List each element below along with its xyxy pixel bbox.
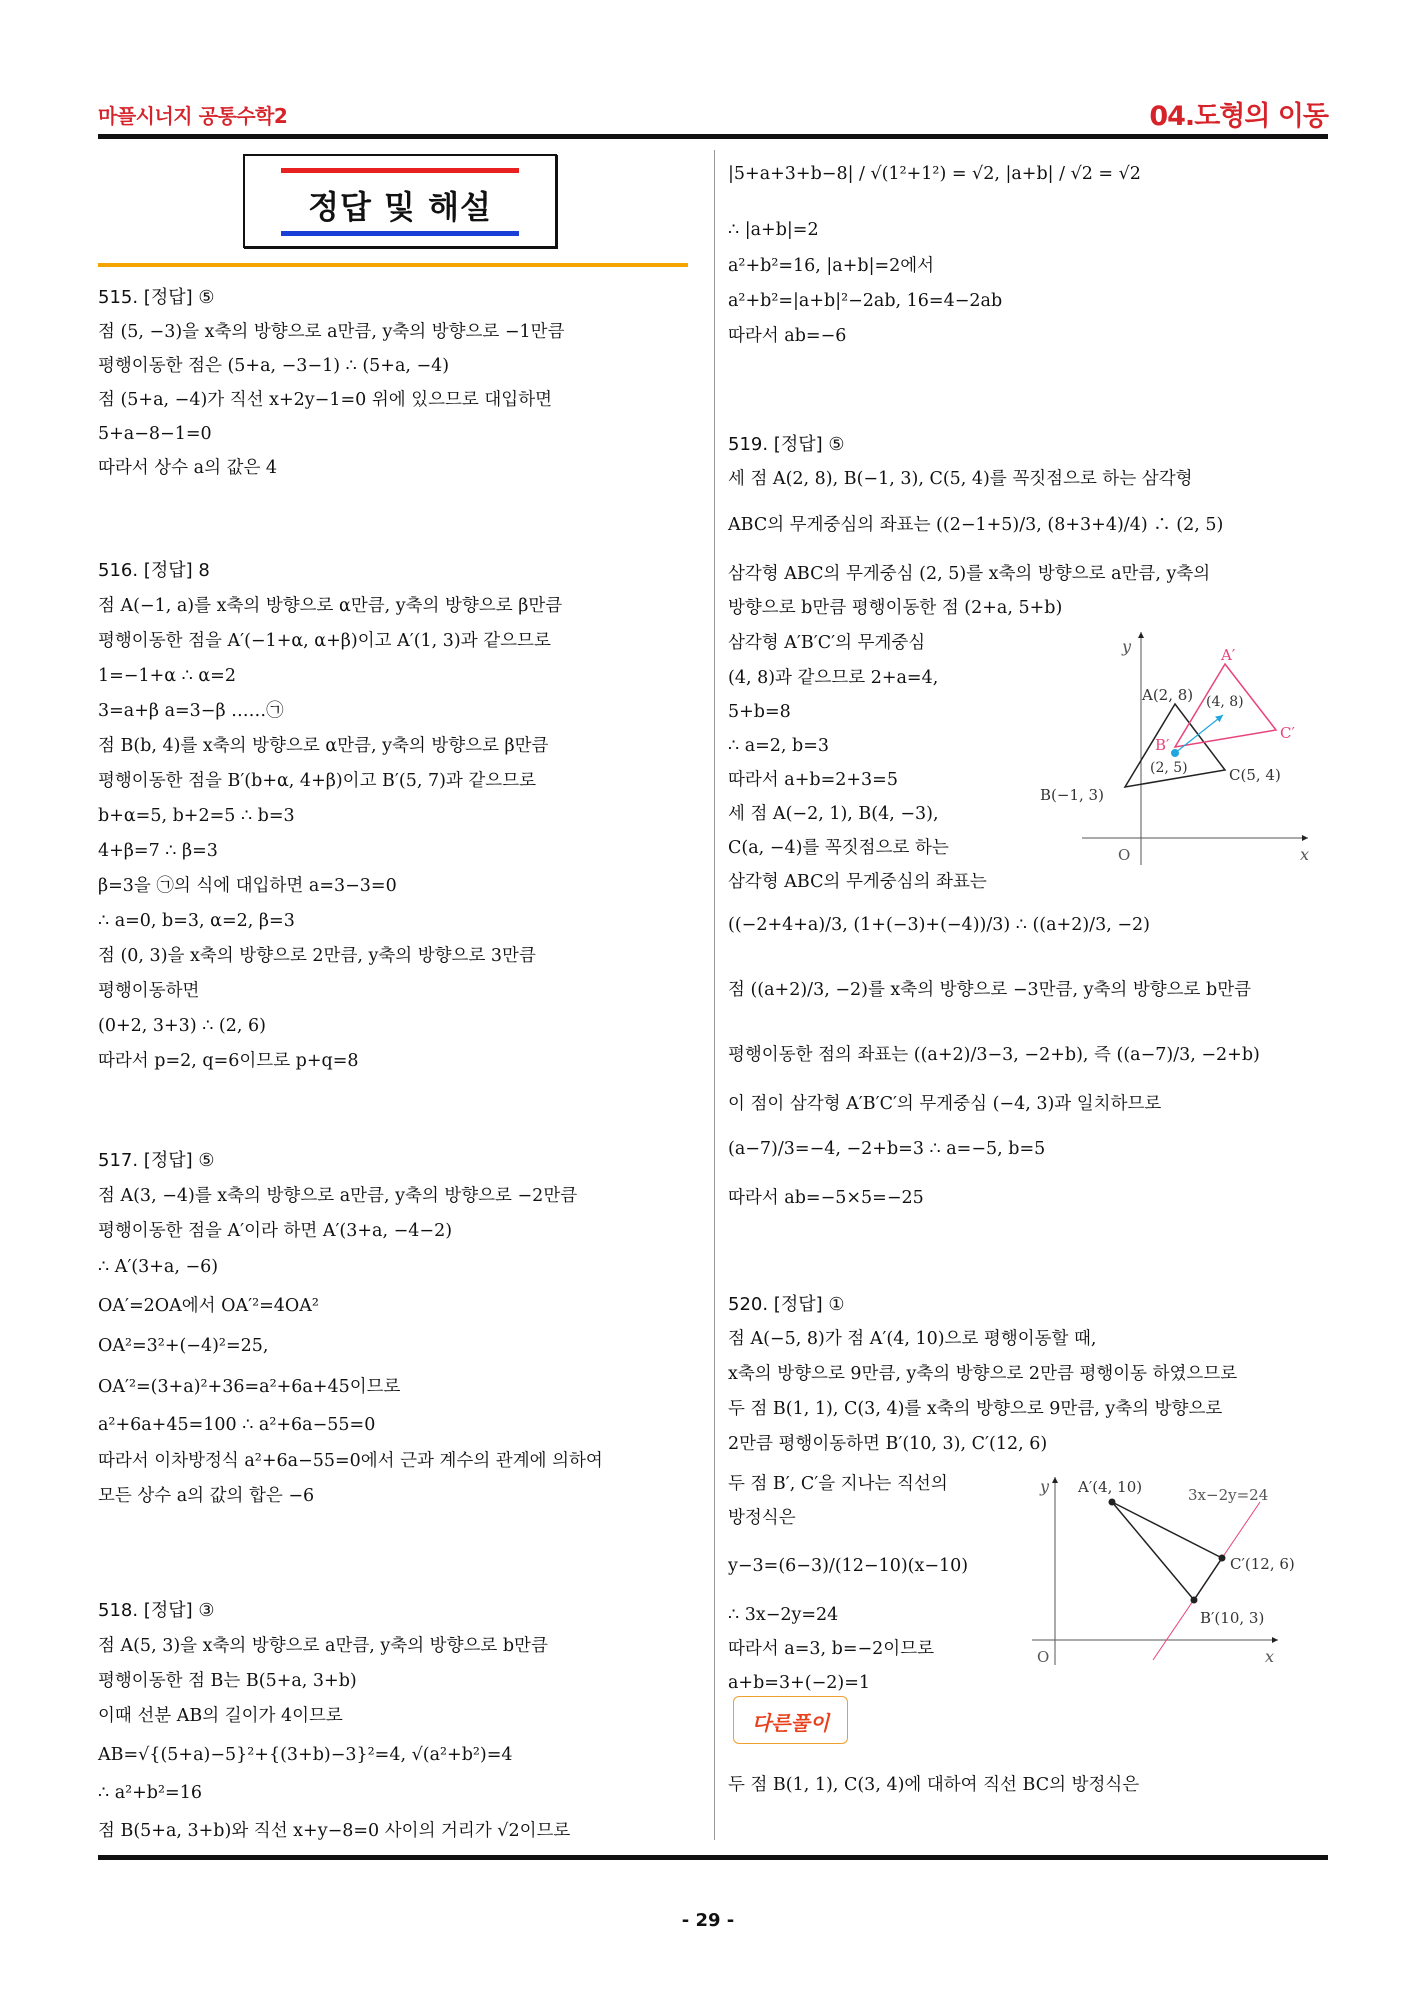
solution-line: 세 점 A(2, 8), B(−1, 3), C(5, 4)를 꼭짓점으로 하는 삼각형 — [728, 469, 1193, 489]
x-axis-label: x — [1300, 845, 1310, 864]
answer-heading: 517. [정답] ⑤ — [98, 1150, 215, 1171]
solution-line: (a−7)/3=−4, −2+b=3 ∴ a=−5, b=5 — [728, 1139, 1046, 1159]
x-axis-label: x — [1265, 1647, 1275, 1666]
answer-heading: 516. [정답] 8 — [98, 560, 210, 581]
footer-rule — [98, 1855, 1328, 1860]
label-B: B(−1, 3) — [1040, 786, 1104, 804]
line-equation-diagram — [1020, 1465, 1330, 1685]
page-number: - 29 - — [681, 1910, 735, 1931]
label-line-equation: 3x−2y=24 — [1188, 1486, 1269, 1504]
alternative-solution-badge — [733, 1696, 848, 1744]
solution-line: ((−2+4+a)/3, (1+(−3)+(−4))/3) ∴ ((a+2)/3, −2) — [728, 915, 1150, 935]
label-C-prime: C′ — [1280, 724, 1295, 742]
answer-heading: 520. [정답] ① — [728, 1294, 845, 1315]
solution-line: 점 (5, −3)을 x축의 방향으로 a만큼, y축의 방향으로 −1만큼 — [98, 322, 565, 342]
solution-line: 세 점 A(−2, 1), B(4, −3), — [728, 804, 939, 824]
alternative-solution-label: 다른풀이 — [751, 1711, 830, 1735]
solution-line: 방향으로 b만큼 평행이동한 점 (2+a, 5+b) — [728, 598, 1063, 618]
solution-line: 따라서 상수 a의 값은 4 — [98, 458, 278, 478]
solution-line: b+α=5, b+2=5 ∴ b=3 — [98, 806, 295, 826]
solution-line: ∴ a=0, b=3, α=2, β=3 — [98, 911, 295, 931]
solution-line: ∴ 3x−2y=24 — [728, 1605, 839, 1625]
label-centroid-moved: (4, 8) — [1206, 694, 1244, 710]
header-rule — [98, 134, 1328, 139]
centroid-translation-diagram — [1030, 620, 1330, 870]
solution-line: 평행이동한 점 B는 B(5+a, 3+b) — [98, 1671, 357, 1691]
title-blue-bar — [281, 231, 519, 236]
solution-line: 평행이동한 점을 A′이라 하면 A′(3+a, −4−2) — [98, 1221, 453, 1241]
solution-line: 두 점 B′, C′을 지나는 직선의 — [728, 1474, 948, 1494]
solution-line: a²+b²=|a+b|²−2ab, 16=4−2ab — [728, 291, 1003, 311]
solution-line: 점 B(b, 4)를 x축의 방향으로 α만큼, y축의 방향으로 β만큼 — [98, 736, 549, 756]
solution-line: ∴ A′(3+a, −6) — [98, 1257, 219, 1277]
solution-line: 점 A(−1, a)를 x축의 방향으로 α만큼, y축의 방향으로 β만큼 — [98, 596, 563, 616]
solution-line: 두 점 B(1, 1), C(3, 4)를 x축의 방향으로 9만큼, y축의 방향으로 — [728, 1399, 1223, 1419]
solution-line: 따라서 p=2, q=6이므로 p+q=8 — [98, 1051, 359, 1071]
answer-heading: 515. [정답] ⑤ — [98, 287, 215, 308]
solution-line: 모든 상수 a의 값의 합은 −6 — [98, 1486, 315, 1506]
answer-heading: 519. [정답] ⑤ — [728, 434, 845, 455]
label-C: C(5, 4) — [1229, 766, 1281, 784]
solution-line: (4, 8)과 같으므로 2+a=4, — [728, 668, 939, 688]
solution-line: 점 A(−5, 8)가 점 A′(4, 10)으로 평행이동할 때, — [728, 1329, 1097, 1349]
solution-line: 삼각형 ABC의 무게중심 (2, 5)를 x축의 방향으로 a만큼, y축의 — [728, 564, 1211, 584]
column-divider — [714, 150, 715, 1840]
solution-line: AB=√{(5+a)−5}²+{(3+b)−3}²=4, √(a²+b²)=4 — [98, 1745, 513, 1765]
solution-line: 5+b=8 — [728, 702, 791, 722]
solution-line: 평행이동한 점을 B′(b+α, 4+β)이고 B′(5, 7)과 같으므로 — [98, 771, 537, 791]
solution-line: 점 ((a+2)/3, −2)를 x축의 방향으로 −3만큼, y축의 방향으로 b만큼 — [728, 980, 1252, 1000]
point-C-prime — [1219, 1555, 1226, 1562]
solution-line: 점 A(3, −4)를 x축의 방향으로 a만큼, y축의 방향으로 −2만큼 — [98, 1186, 578, 1206]
label-C-prime: C′(12, 6) — [1230, 1555, 1295, 1573]
section-divider — [98, 263, 688, 267]
solution-line: ∴ a=2, b=3 — [728, 736, 830, 756]
solution-line: ∴ a²+b²=16 — [98, 1783, 202, 1803]
solution-line: 1=−1+α ∴ α=2 — [98, 666, 236, 686]
solution-line: 점 A(5, 3)을 x축의 방향으로 a만큼, y축의 방향으로 b만큼 — [98, 1636, 548, 1656]
book-title: 마플시너지 공통수학2 — [98, 104, 288, 128]
label-centroid: (2, 5) — [1150, 760, 1188, 776]
solution-line: a²+b²=16, |a+b|=2에서 — [728, 256, 935, 276]
solution-line: ∴ |a+b|=2 — [728, 220, 819, 240]
centroid-point — [1171, 749, 1179, 757]
title-red-bar — [281, 168, 519, 173]
solution-line: 점 (5+a, −4)가 직선 x+2y−1=0 위에 있으므로 대입하면 — [98, 390, 553, 410]
solution-line: 따라서 ab=−6 — [728, 326, 847, 346]
solution-line: 점 B(5+a, 3+b)와 직선 x+y−8=0 사이의 거리가 √2이므로 — [98, 1821, 571, 1841]
solution-line: 삼각형 A′B′C′의 무게중심 — [728, 633, 926, 653]
solution-line: β=3을 ㉠의 식에 대입하면 a=3−3=0 — [98, 876, 397, 896]
solution-line: 방정식은 — [728, 1508, 796, 1528]
solution-line: 평행이동한 점은 (5+a, −3−1) ∴ (5+a, −4) — [98, 356, 450, 376]
section-title-box — [243, 154, 557, 248]
solution-line: 따라서 a+b=2+3=5 — [728, 770, 898, 790]
solution-line: 이때 선분 AB의 길이가 4이므로 — [98, 1706, 343, 1726]
y-axis-label: y — [1122, 637, 1132, 656]
solution-line: 평행이동한 점을 A′(−1+α, α+β)이고 A′(1, 3)과 같으므로 — [98, 631, 551, 651]
solution-line: 따라서 이차방정식 a²+6a−55=0에서 근과 계수의 관계에 의하여 — [98, 1451, 603, 1471]
label-A-prime: A′(4, 10) — [1078, 1478, 1143, 1496]
y-axis-label: y — [1040, 1477, 1050, 1496]
solution-line: x축의 방향으로 9만큼, y축의 방향으로 2만큼 평행이동 하였으므로 — [728, 1364, 1238, 1384]
answer-heading: 518. [정답] ③ — [98, 1600, 215, 1621]
solution-line: 평행이동한 점의 좌표는 ((a+2)/3−3, −2+b), 즉 ((a−7)/3, −2+b) — [728, 1045, 1260, 1065]
origin-label: O — [1037, 1648, 1050, 1666]
label-A: A(2, 8) — [1142, 686, 1194, 704]
alternative-solution-line: 두 점 B(1, 1), C(3, 4)에 대하여 직선 BC의 방정식은 — [728, 1775, 1140, 1795]
solution-line: 따라서 a=3, b=−2이므로 — [728, 1639, 935, 1659]
solution-line: y−3=(6−3)/(12−10)(x−10) — [728, 1556, 969, 1576]
section-title: 정답 및 해설 — [308, 188, 492, 226]
solution-line: C(a, −4)를 꼭짓점으로 하는 — [728, 838, 949, 858]
point-B-prime — [1191, 1597, 1198, 1604]
label-B-prime: B′ — [1155, 736, 1170, 754]
solution-line: 점 (0, 3)을 x축의 방향으로 2만큼, y축의 방향으로 3만큼 — [98, 946, 536, 966]
solution-line: 4+β=7 ∴ β=3 — [98, 841, 218, 861]
solution-line: 3=a+β a=3−β ……㉠ — [98, 701, 284, 721]
solution-line: a²+6a+45=100 ∴ a²+6a−55=0 — [98, 1415, 376, 1435]
label-A-prime: A′ — [1221, 646, 1236, 664]
chapter-title: 04.도형의 이동 — [1149, 101, 1328, 132]
solution-line: |5+a+3+b−8| / √(1²+1²) = √2, |a+b| / √2 = √2 — [728, 164, 1141, 184]
solution-line: 2만큼 평행이동하면 B′(10, 3), C′(12, 6) — [728, 1434, 1048, 1454]
solution-line: 5+a−8−1=0 — [98, 424, 212, 444]
label-B-prime: B′(10, 3) — [1200, 1609, 1265, 1627]
solution-line: OA′²=(3+a)²+36=a²+6a+45이므로 — [98, 1377, 401, 1397]
solution-line: OA′=2OA에서 OA′²=4OA² — [98, 1296, 319, 1316]
triangle-A-prime-B-prime-C-prime — [1112, 1502, 1222, 1600]
solution-line: 삼각형 ABC의 무게중심의 좌표는 — [728, 872, 987, 892]
solution-line: 따라서 ab=−5×5=−25 — [728, 1188, 924, 1208]
solution-line: ABC의 무게중심의 좌표는 ((2−1+5)/3, (8+3+4)/4) ∴ (2, 5) — [728, 515, 1224, 535]
solution-line: (0+2, 3+3) ∴ (2, 6) — [98, 1016, 266, 1036]
solution-line: 평행이동하면 — [98, 981, 200, 1001]
origin-label: O — [1118, 846, 1131, 864]
solution-line: 이 점이 삼각형 A′B′C′의 무게중심 (−4, 3)과 일치하므로 — [728, 1094, 1162, 1114]
point-A-prime — [1109, 1499, 1116, 1506]
solution-line: a+b=3+(−2)=1 — [728, 1673, 871, 1693]
solution-line: OA²=3²+(−4)²=25, — [98, 1336, 269, 1356]
